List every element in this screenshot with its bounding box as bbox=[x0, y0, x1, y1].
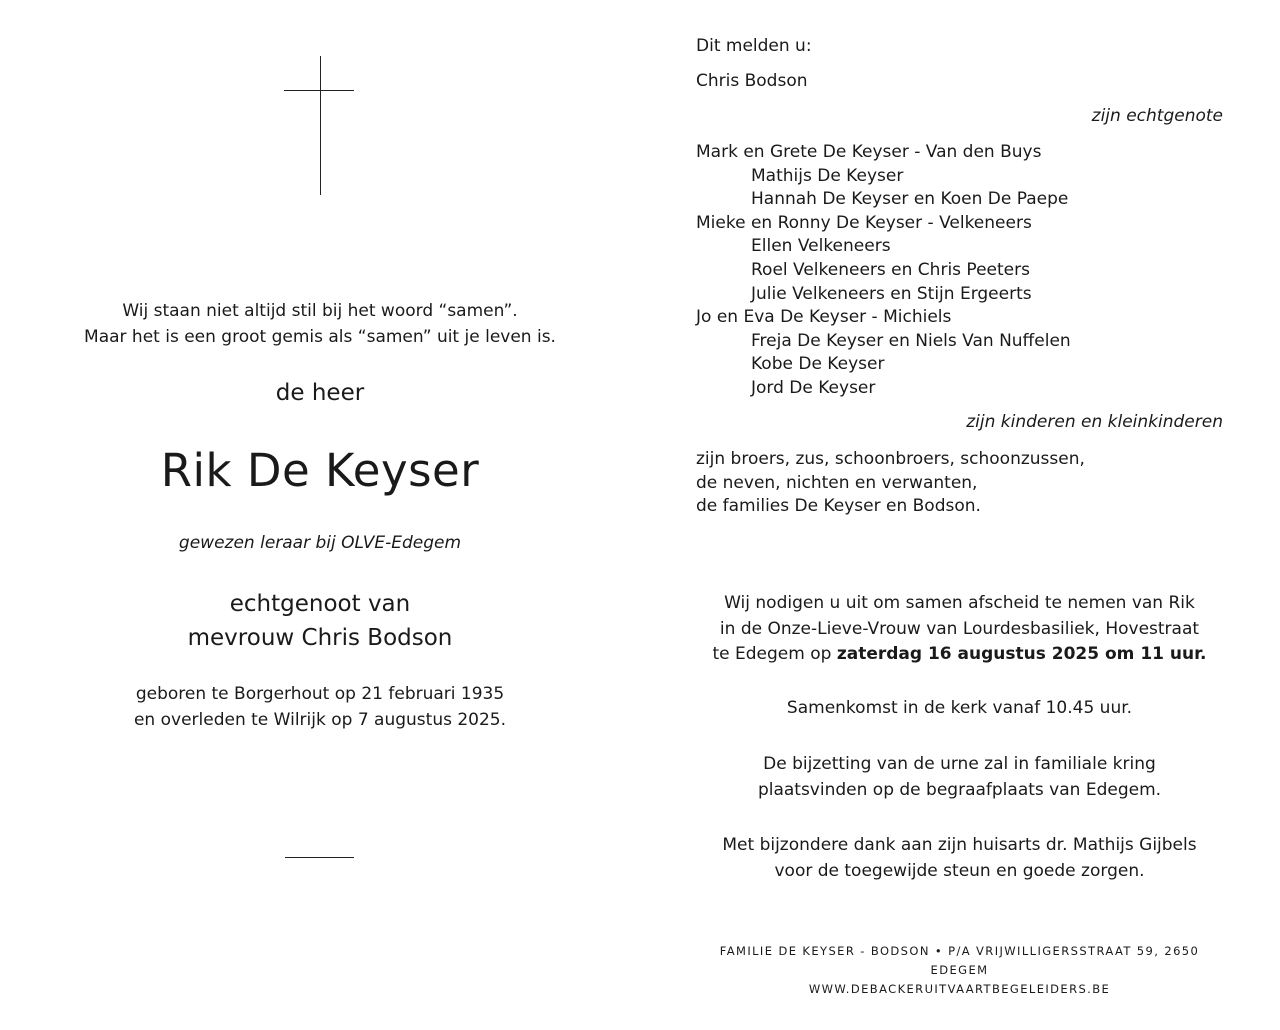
family-member: Julie Velkeneers en Stijn Ergeerts bbox=[751, 283, 1032, 304]
announce-intro: Dit melden u: bbox=[696, 36, 812, 56]
quote-line: Wij staan niet altijd stil bij het woord “samen”. bbox=[122, 301, 518, 321]
family-member: Jo en Eva De Keyser - Michiels bbox=[696, 307, 952, 328]
burial-info bbox=[696, 751, 1223, 803]
title-prefix: de heer bbox=[275, 380, 365, 406]
family-member: Hannah De Keyser en Koen De Paepe bbox=[751, 189, 1069, 210]
invitation-line: Wij nodigen u uit om samen afscheid te nemen van Rik bbox=[724, 593, 1195, 613]
thanks-line: Met bijzondere dank aan zijn huisarts dr. Mathijs Gijbels bbox=[722, 835, 1197, 855]
spouse-name: Chris Bodson bbox=[696, 71, 808, 91]
thanks-line: voor de toegewijde steun en goede zorgen. bbox=[774, 861, 1145, 881]
death-line: en overleden te Wilrijk op 7 augustus 2025. bbox=[133, 710, 507, 730]
footer bbox=[696, 942, 1223, 999]
thanks-note bbox=[696, 832, 1223, 884]
footer-website: WWW.DEBACKERUITVAARTBEGELEIDERS.BE bbox=[808, 982, 1111, 996]
family-member: Ellen Velkeneers bbox=[751, 236, 891, 257]
gathering-time: Samenkomst in de kerk vanaf 10.45 uur. bbox=[786, 698, 1133, 718]
funeral-invitation bbox=[696, 591, 1223, 668]
family-member: Mieke en Ronny De Keyser - Velkeneers bbox=[696, 212, 1032, 233]
birth-line: geboren te Borgerhout op 21 februari 1935 bbox=[135, 684, 505, 704]
occupation: gewezen leraar bij OLVE-Edegem bbox=[178, 533, 462, 553]
extended-line: de neven, nichten en verwanten, bbox=[696, 472, 978, 493]
extended-family bbox=[696, 448, 1223, 519]
memorial-quote bbox=[40, 298, 600, 350]
children-role: zijn kinderen en kleinkinderen bbox=[966, 412, 1223, 432]
family-member: Jord De Keyser bbox=[751, 377, 876, 398]
invitation-line bbox=[696, 642, 1223, 668]
family-member: Freja De Keyser en Niels Van Nuffelen bbox=[751, 330, 1071, 351]
footer-address: FAMILIE DE KEYSER - BODSON • P/A VRIJWILLIGERSSTRAAT 59, 2650 EDEGEM bbox=[719, 944, 1200, 977]
extended-line: zijn broers, zus, schoonbroers, schoonzussen, bbox=[696, 449, 1085, 469]
family-list bbox=[696, 141, 1223, 401]
spouse-role: zijn echtgenote bbox=[1091, 106, 1223, 126]
cross-vertical-bar bbox=[320, 56, 321, 195]
spouse-line: mevrouw Chris Bodson bbox=[187, 625, 453, 651]
invitation-line3-prefix: te Edegem op bbox=[712, 644, 837, 664]
family-member: Mathijs De Keyser bbox=[751, 165, 904, 186]
deceased-name: Rik De Keyser bbox=[160, 444, 480, 497]
ceremony-datetime: zaterdag 16 augustus 2025 om 11 uur. bbox=[836, 644, 1207, 664]
burial-line: plaatsvinden op de begraafplaats van Edegem. bbox=[757, 780, 1162, 800]
family-member: Roel Velkeneers en Chris Peeters bbox=[751, 259, 1030, 280]
life-dates bbox=[40, 681, 600, 733]
quote-line: Maar het is een groot gemis als “samen” uit je leven is. bbox=[84, 327, 556, 347]
bottom-rule bbox=[285, 857, 354, 858]
invitation-line: in de Onze-Lieve-Vrouw van Lourdesbasiliek, Hovestraat bbox=[719, 618, 1200, 639]
family-member: Mark en Grete De Keyser - Van den Buys bbox=[696, 142, 1042, 162]
burial-line: De bijzetting van de urne zal in familiale kring bbox=[763, 754, 1156, 774]
spouse-block bbox=[40, 587, 600, 655]
family-member: Kobe De Keyser bbox=[751, 354, 885, 375]
cross-horizontal-bar bbox=[284, 90, 354, 91]
extended-line: de families De Keyser en Bodson. bbox=[696, 496, 981, 517]
spouse-line: echtgenoot van bbox=[229, 591, 411, 617]
